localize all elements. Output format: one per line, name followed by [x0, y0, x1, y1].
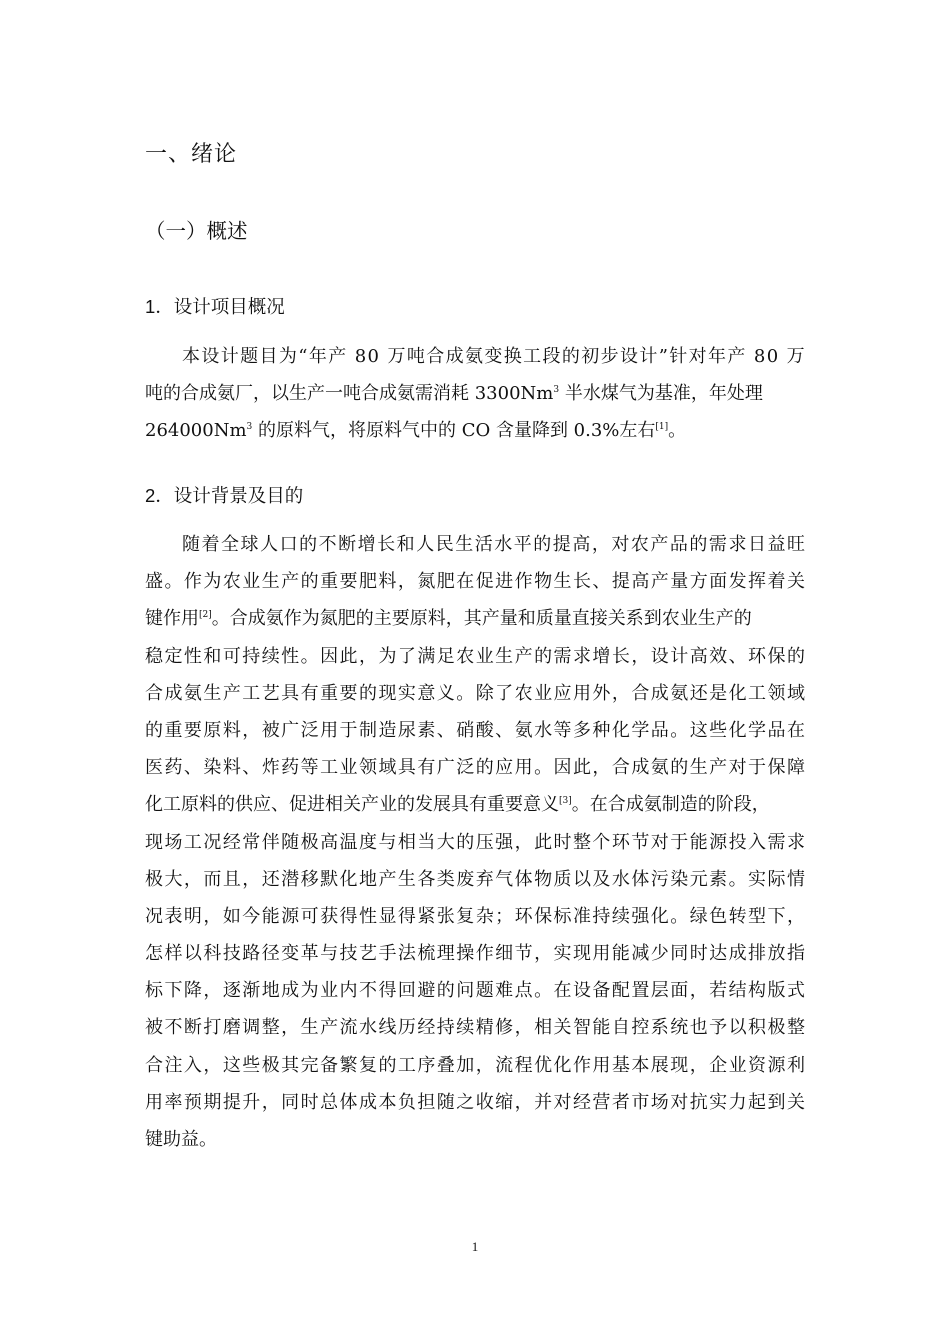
superscript: 3 [246, 422, 253, 433]
paragraph-line: 用 率 预 期 提 升 ， 同 时 总 体 成 本 负 担 随 之 收 缩 ， 并 对 经 营 者 市 场 对 抗 实 力 起 到 关 [145, 1091, 805, 1113]
subsection-title: 设计项目概况 [173, 297, 285, 318]
chapter-heading: 一、绪论 [145, 142, 238, 167]
subsection-number: 2． [145, 485, 174, 506]
page-number: 1 [471, 1239, 479, 1254]
paragraph-line: 盛 。 作 为 农 业 生 产 的 重 要 肥 料 ， 氮 肥 在 促 进 作 物 生 长 、 提 高 产 量 方 面 发 挥 着 关 [145, 571, 805, 593]
paragraph-line: 医 药 、 染 料 、 炸 药 等 工 业 领 域 具 有 广 泛 的 应 用 。 因 此 ， 合 成 氨 的 生 产 对 于 保 障 [145, 757, 805, 779]
subsection-heading-1 [145, 293, 285, 319]
paragraph-line: 现 场 工 况 经 常 伴 随 极 高 温 度 与 相 当 大 的 压 强 ， 此 时 整 个 环 节 对 于 能 源 投 入 需 求 [145, 831, 805, 853]
paragraph-line: 合 注 入 ， 这 些 极 其 完 备 繁 复 的 工 序 叠 加 ， 流 程 优 化 作 用 基 本 展 现 ， 企 业 资 源 利 [145, 1054, 805, 1076]
paragraph-line: 的 重 要 原 料 ， 被 广 泛 用 于 制 造 尿 素 、 硝 酸 、 氨 水 等 多 种 化 学 品 。 这 些 化 学 品 在 [145, 719, 805, 741]
paragraph-line: 被 不 断 打 磨 调 整 ， 生 产 流 水 线 历 经 持 续 精 修 ， 相 关 智 能 自 控 系 统 也 予 以 积 极 整 [145, 1017, 805, 1039]
paragraph-line: 本 设 计 题 目 为 “ 年 产 8 0 万 吨 合 成 氨 变 换 工 段 的 初 步 设 计 ” 针 对 年 产 8 0 万 [182, 346, 805, 367]
subsection-number: 1． [145, 296, 174, 317]
paragraph-line: 标 下 降 ， 逐 渐 地 成 为 业 内 不 得 回 避 的 问 题 难 点 。 在 设 备 配 置 层 面 ， 若 结 构 版 式 [145, 980, 805, 1002]
paragraph-line: 稳 定 性 和 可 持 续 性 。 因 此 ， 为 了 满 足 农 业 生 产 的 需 求 增 长 ， 设 计 高 效 、 环 保 的 [145, 645, 805, 667]
paragraph-background [145, 526, 805, 1158]
citation-ref: [1] [655, 422, 669, 433]
subsection-heading-2 [145, 482, 303, 508]
paragraph-line: 怎 样 以 科 技 路 径 变 革 与 技 艺 手 法 梳 理 操 作 细 节 ， 实 现 用 能 减 少 同 时 达 成 排 放 指 [145, 943, 805, 965]
citation-ref: [2] [199, 610, 212, 621]
subsection-title: 设计背景及目的 [173, 486, 304, 507]
paragraph-line: 随 着 全 球 人 口 的 不 断 增 长 和 人 民 生 活 水 平 的 提 高 ， 对 农 产 品 的 需 求 日 益 旺 [182, 534, 805, 555]
paragraph-line: 键作用[2]。合成氨作为氮肥的主要原料，其产量和质量直接关系到农业生产的 [145, 608, 752, 630]
citation-ref: [3] [559, 796, 572, 807]
paragraph-line: 化工原料的供应、促进相关产业的发展具有重要意义[3]。在合成氨制造的阶段， [145, 794, 770, 816]
paragraph-line: 合 成 氨 生 产 工 艺 具 有 重 要 的 现 实 意 义 。 除 了 农 业 应 用 外 ， 合 成 氨 还 是 化 工 领 域 [145, 682, 805, 704]
paragraph-line: 况 表 明 ， 如 今 能 源 可 获 得 性 显 得 紧 张 复 杂 ； 环 保 标 准 持 续 强 化 。 绿 色 转 型 下 ， [145, 905, 805, 927]
superscript: 3 [553, 385, 560, 396]
paragraph-line: 264000Nm$^3$ 的原料气，将原料气中的 CO 含量降到 0.3%左右[1]。 [145, 420, 687, 442]
paragraph-line: 极 大 ， 而 且 ， 还 潜 移 默 化 地 产 生 各 类 废 弃 气 体 物 质 以 及 水 体 污 染 元 素 。 实 际 情 [145, 868, 805, 890]
paragraph-line: 吨的合成氨厂，以生产一吨合成氨需消耗 3300Nm$^3$ 半水煤气为基准，年处理 [145, 383, 763, 405]
paragraph-line: 键助益。 [145, 1129, 217, 1150]
section-heading: （一）概述 [145, 219, 248, 243]
paragraph-project-overview [145, 338, 805, 450]
